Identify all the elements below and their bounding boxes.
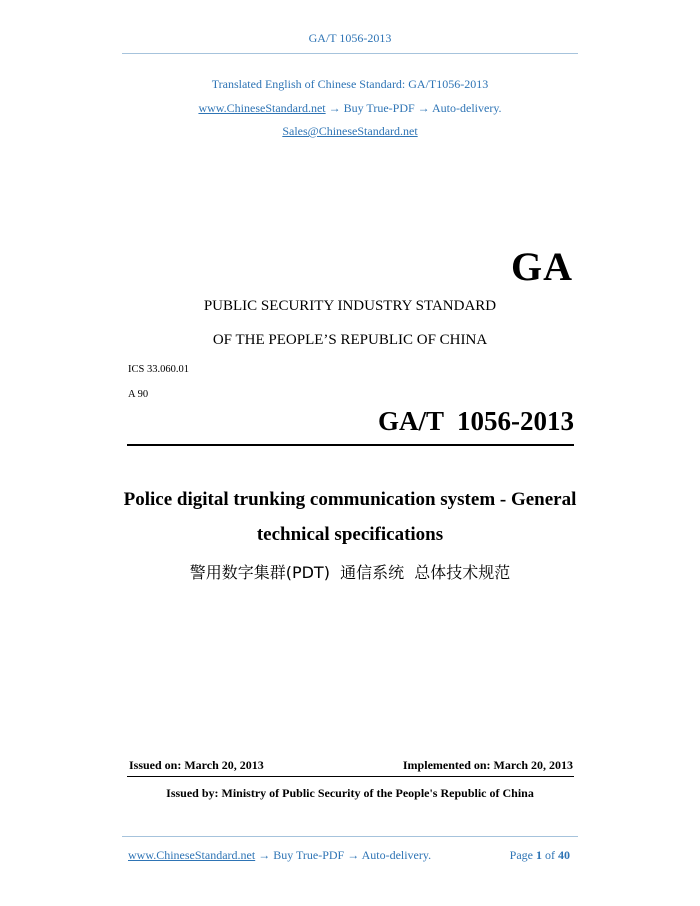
title-english-line2: technical specifications	[256, 524, 444, 545]
footer-divider	[122, 836, 578, 837]
page-current: 1	[536, 848, 542, 862]
standard-type-line1: PUBLIC SECURITY INDUSTRY STANDARD	[203, 298, 497, 314]
issued-on: Issued on: March 20, 2013	[129, 758, 264, 772]
implemented-on: Implemented on: March 20, 2013	[402, 758, 573, 772]
ics-code: ICS 33.060.01	[128, 364, 189, 375]
page-of: of	[542, 848, 558, 862]
footer-purchase-line	[128, 848, 431, 863]
purchase-text: → Buy True-PDF → Auto-delivery.	[325, 101, 502, 115]
issued-by: Issued by: Ministry of Public Security of the People's Republic of China	[166, 786, 534, 800]
footer-purchase-text: → Buy True-PDF → Auto-delivery.	[255, 848, 432, 862]
standard-number: GA/T 1056-2013	[377, 406, 574, 436]
running-header: GA/T 1056-2013	[308, 31, 392, 45]
standard-type-line2: OF THE PEOPLE’S REPUBLIC OF CHINA	[212, 332, 488, 348]
header-divider	[122, 53, 578, 54]
email-link[interactable]: Sales@ChineseStandard.net	[282, 124, 418, 138]
website-link[interactable]: www.ChineseStandard.net	[198, 101, 326, 115]
purchase-line	[0, 101, 700, 116]
ga-logo: GA	[511, 244, 573, 289]
title-chinese: 警用数字集群(PDT) 通信系统 总体技术规范	[189, 563, 511, 582]
email-line	[0, 124, 700, 139]
title-english-line1: Police digital trunking communication system - General	[123, 489, 577, 510]
footer-website-link[interactable]: www.ChineseStandard.net	[128, 848, 256, 862]
classification-code: A 90	[128, 389, 149, 400]
page-label: Page	[509, 848, 536, 862]
issue-divider	[127, 776, 574, 777]
standard-number-rule	[127, 444, 574, 446]
page-indicator	[510, 848, 570, 863]
translation-notice: Translated English of Chinese Standard: GA/T1056-2013	[211, 77, 489, 91]
page-total: 40	[558, 848, 570, 862]
